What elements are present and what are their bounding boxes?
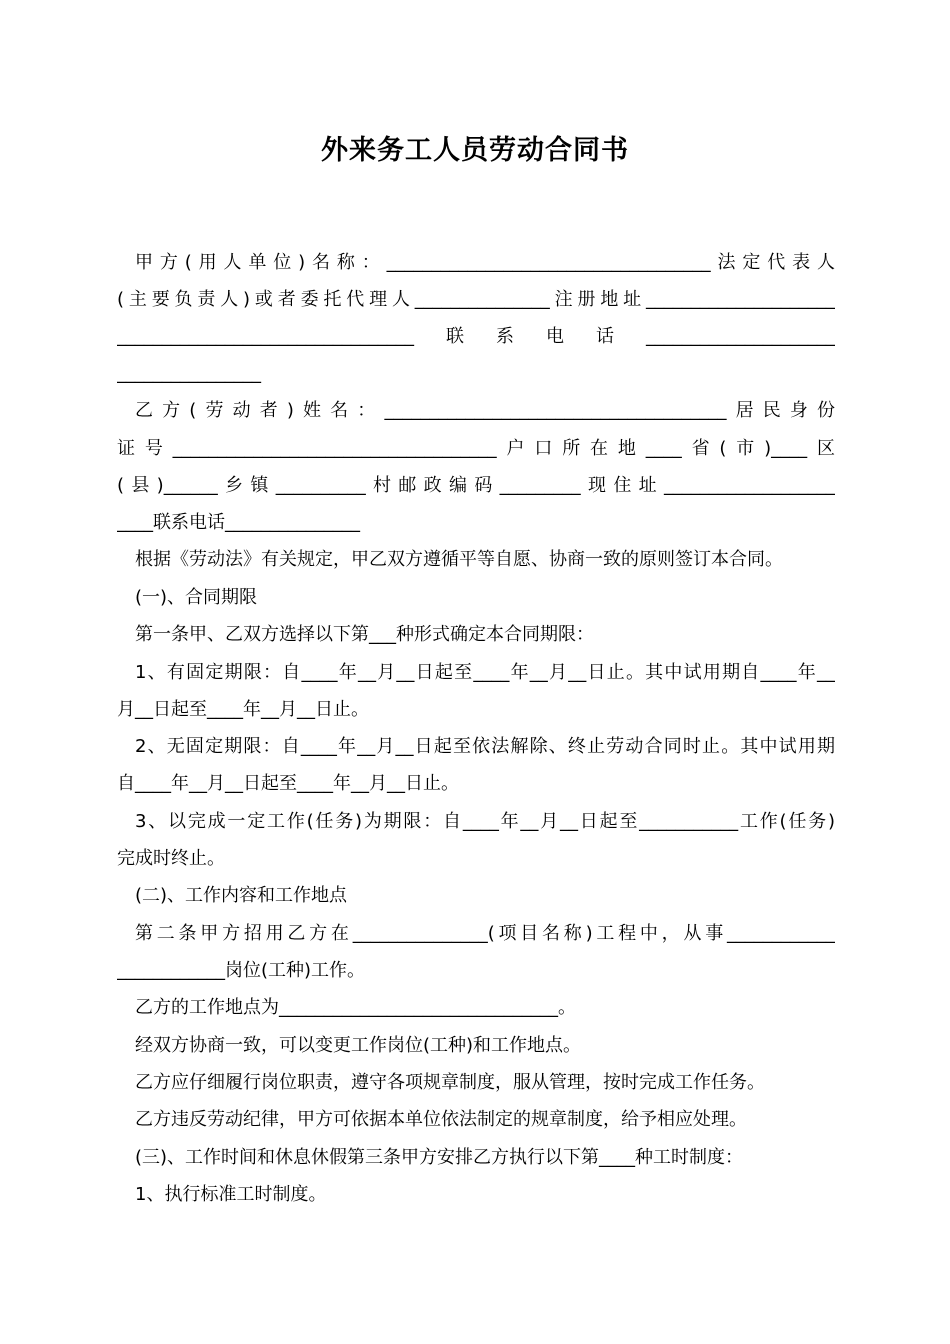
text-line-party-a-phone: _________________________________联系电话_____________________: [117, 326, 835, 347]
section-heading-hours: (三)、工作时间和休息休假第三条甲方安排乙方执行以下第____种工时制度：: [135, 1147, 744, 1168]
text-line-party-b-address: (县)______乡镇__________村邮政编码_________现住址___________________: [117, 475, 835, 496]
text-line-party-a-blank: ________________: [117, 363, 261, 384]
text-line-standard-hours: 1、执行标准工时制度。: [135, 1184, 327, 1205]
text-line-duties: 乙方应仔细履行岗位职责，遵守各项规章制度，服从管理，按时完成工作任务。: [135, 1072, 765, 1093]
text-line-article-2-cont: ____________岗位(工种)工作。: [117, 960, 366, 981]
text-line-preamble: 根据《劳动法》有关规定，甲乙双方遵循平等自愿、协商一致的原则签订本合同。: [135, 549, 783, 570]
text-line-fixed-term: 1、有固定期限：自____年__月__日起至____年__月__日止。其中试用期自____年__: [135, 662, 835, 683]
text-line-fixed-term-cont: 月__日起至____年__月__日止。: [117, 699, 369, 720]
text-line-change-post: 经双方协商一致，可以变更工作岗位(工种)和工作地点。: [135, 1035, 582, 1056]
text-line-party-b-id: 证号____________________________________户口所在地____省(市)____区: [117, 438, 835, 459]
text-line-party-b-name: 乙方(劳动者)姓名：______________________________________居民身份: [135, 400, 835, 421]
text-line-article-1: 第一条甲、乙双方选择以下第___种形式确定本合同期限：: [135, 624, 594, 645]
text-line-article-2: 第二条甲方招用乙方在_______________(项目名称)工程中，从事____________: [135, 923, 835, 944]
text-line-open-term: 2、无固定期限：自____年__月__日起至依法解除、终止劳动合同时止。其中试用期: [135, 736, 835, 757]
text-line-task-term-cont: 完成时终止。: [117, 848, 225, 869]
text-line-party-a-agent: (主要负责人)或者委托代理人_______________注册地址_____________________: [117, 289, 835, 310]
document-title: 外来务工人员劳动合同书: [321, 135, 629, 166]
text-line-party-b-phone: ____联系电话_______________: [117, 512, 360, 533]
text-line-party-a-name: 甲方(用人单位)名称：____________________________________法定代表人: [135, 252, 835, 273]
text-line-work-location: 乙方的工作地点为_______________________________。: [135, 997, 576, 1018]
text-line-task-term: 3、以完成一定工作(任务)为期限：自____年__月__日起至___________工作(任务): [135, 811, 835, 832]
text-line-open-term-cont: 自____年__月__日起至____年__月__日止。: [117, 773, 459, 794]
section-heading-work: (二)、工作内容和工作地点: [135, 885, 348, 906]
text-line-discipline: 乙方违反劳动纪律，甲方可依据本单位依法制定的规章制度，给予相应处理。: [135, 1109, 747, 1130]
section-heading-term: (一)、合同期限: [135, 587, 258, 608]
